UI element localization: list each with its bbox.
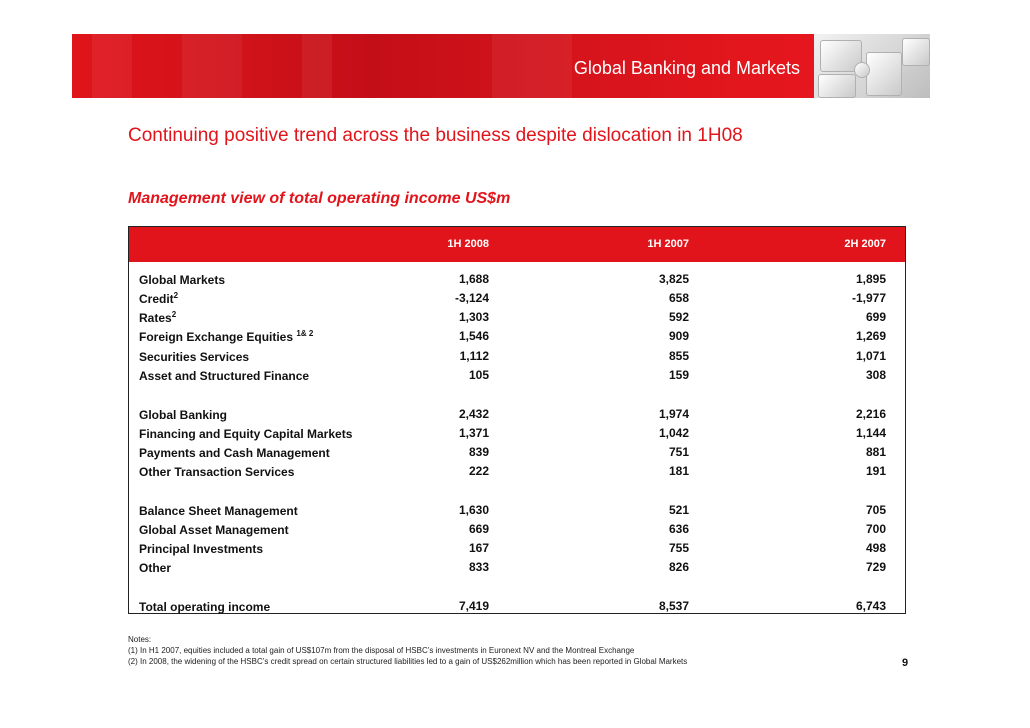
row-value: 729	[865, 560, 886, 574]
row-value: 167	[468, 541, 489, 555]
row-label-text: Securities Services	[139, 350, 250, 364]
table-row	[129, 462, 905, 481]
row-value: 105	[468, 368, 489, 382]
row-value: 855	[668, 349, 689, 363]
row-value: 191	[865, 464, 886, 478]
row-value: 2,432	[458, 407, 489, 421]
footnote-marker: 1& 2	[296, 329, 314, 338]
row-value: 181	[668, 464, 689, 478]
table-row	[129, 424, 905, 443]
row-value: 833	[468, 560, 489, 574]
table-row	[129, 327, 905, 346]
section-title: Global Banking and Markets	[573, 58, 800, 78]
row-value: 699	[865, 310, 886, 324]
row-value: 592	[668, 310, 689, 324]
row-value: 521	[668, 503, 689, 517]
footnotes	[128, 634, 687, 667]
row-label-text: Principal Investments	[139, 542, 264, 556]
row-value: 2,216	[855, 407, 886, 421]
row-value: 658	[668, 291, 689, 305]
row-value: 636	[668, 522, 689, 536]
row-value: 3,825	[658, 272, 689, 286]
footnote-marker: 2	[173, 291, 179, 300]
row-value: 159	[668, 368, 689, 382]
table-row	[129, 405, 905, 424]
row-value: 6,743	[855, 599, 886, 613]
row-label-text: Other	[139, 561, 172, 575]
table-row	[129, 597, 905, 616]
row-value: 1,546	[458, 329, 489, 343]
row-value: 1,269	[855, 329, 886, 343]
row-value: 1,974	[658, 407, 689, 421]
table-row	[129, 501, 905, 520]
row-label-text: Asset and Structured Finance	[139, 369, 310, 383]
table-row	[129, 558, 905, 577]
puzzle-image	[814, 34, 930, 98]
table-header-row	[129, 227, 905, 262]
row-value: 1,688	[458, 272, 489, 286]
row-value: 1,112	[459, 349, 489, 363]
row-label-text: Rates	[139, 311, 172, 325]
row-label	[139, 560, 171, 575]
row-value: 222	[468, 464, 489, 478]
column-header: 2H 2007	[844, 238, 886, 250]
row-label-text: Global Banking	[139, 408, 228, 422]
row-value: 881	[865, 445, 886, 459]
row-label-text: Total operating income	[139, 600, 271, 614]
page-headline: Continuing positive trend across the business despite dislocation in 1H08	[128, 125, 743, 146]
table-row	[129, 289, 905, 308]
row-value: 909	[668, 329, 689, 343]
row-value: 1,895	[855, 272, 886, 286]
row-value: 1,303	[458, 310, 489, 324]
table-row	[129, 366, 905, 385]
row-value: 700	[865, 522, 886, 536]
row-label	[139, 291, 178, 306]
table-row	[129, 443, 905, 462]
row-value: 755	[668, 541, 689, 555]
row-label	[139, 272, 225, 287]
row-label	[139, 541, 263, 556]
row-label-text: Payments and Cash Management	[139, 446, 330, 460]
table-row	[129, 347, 905, 366]
row-label	[139, 503, 298, 518]
row-value: 1,071	[855, 349, 886, 363]
row-value: 1,042	[658, 426, 689, 440]
row-label-text: Foreign Exchange Equities	[139, 330, 297, 344]
row-label	[139, 310, 176, 325]
row-value: 308	[865, 368, 886, 382]
footnote-marker: 2	[171, 310, 177, 319]
table-heading: Management view of total operating income US$m	[128, 190, 511, 207]
page-number: 9	[902, 657, 909, 669]
row-label	[139, 426, 352, 441]
row-value: 751	[668, 445, 689, 459]
row-label	[139, 407, 227, 422]
row-label	[139, 349, 249, 364]
row-label-text: Credit	[139, 292, 174, 306]
row-label	[139, 329, 313, 344]
notes-title: Notes:	[128, 635, 152, 644]
row-label-text: Global Markets	[139, 273, 226, 287]
row-value: -1,977	[851, 291, 886, 305]
row-label-text: Global Asset Management	[139, 523, 289, 537]
row-value: -3,124	[454, 291, 489, 305]
row-value: 7,419	[458, 599, 489, 613]
row-value: 1,630	[458, 503, 489, 517]
row-label	[139, 445, 330, 460]
row-value: 839	[468, 445, 489, 459]
row-label	[139, 464, 294, 479]
income-table	[128, 226, 906, 614]
row-label	[139, 522, 289, 537]
table-row	[129, 270, 905, 289]
row-label-text: Financing and Equity Capital Markets	[139, 427, 353, 441]
row-value: 826	[668, 560, 689, 574]
column-header: 1H 2007	[647, 238, 689, 250]
row-label	[139, 368, 309, 383]
table-row	[129, 539, 905, 558]
row-value: 705	[865, 503, 886, 517]
row-label-text: Balance Sheet Management	[139, 504, 298, 518]
header-banner	[72, 34, 930, 98]
row-label	[139, 599, 270, 614]
row-value: 8,537	[658, 599, 689, 613]
column-header: 1H 2008	[447, 238, 489, 250]
row-value: 669	[468, 522, 489, 536]
row-value: 1,371	[458, 426, 489, 440]
row-value: 1,144	[855, 426, 886, 440]
row-value: 498	[865, 541, 886, 555]
footnote: (2) In 2008, the widening of the HSBC’s credit spread on certain structured liabilities led to a gain of US$262million which has been reported in Global Markets	[128, 657, 688, 666]
table-row	[129, 520, 905, 539]
row-label-text: Other Transaction Services	[139, 465, 295, 479]
table-row	[129, 308, 905, 327]
footnote: (1) In H1 2007, equities included a total gain of US$107m from the disposal of HSBC’s investments in Euronext NV and the Montreal Exchange	[128, 646, 635, 655]
